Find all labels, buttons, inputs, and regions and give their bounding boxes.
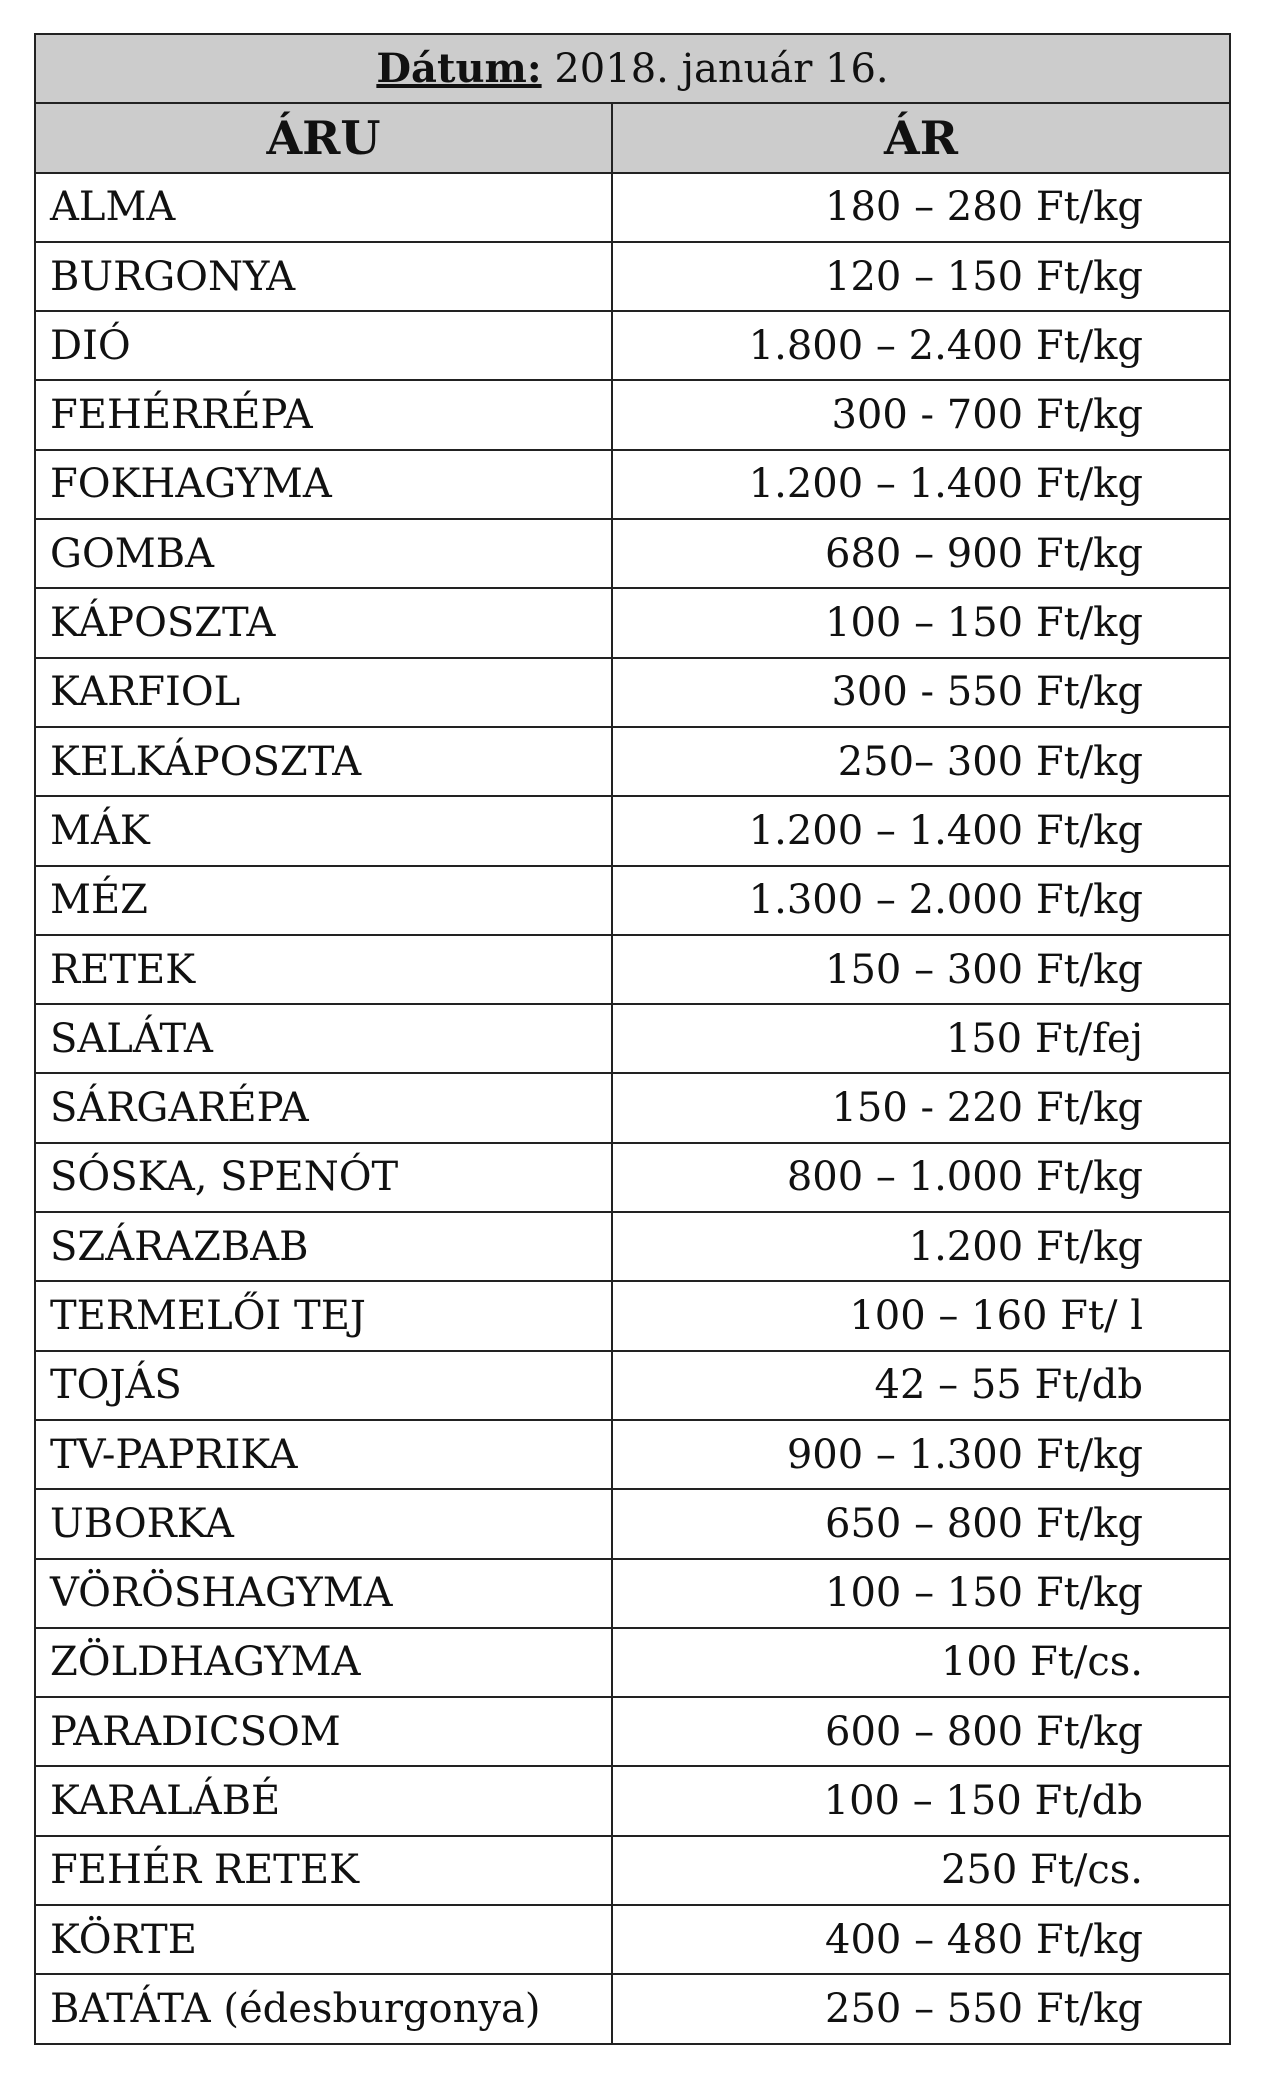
item-name-cell: ZÖLDHAGYMA bbox=[35, 1628, 612, 1697]
table-row bbox=[35, 1143, 1230, 1212]
table-row bbox=[35, 727, 1230, 796]
price-cell: 400 – 480 Ft/kg bbox=[612, 1905, 1230, 1974]
item-name-cell: SALÁTA bbox=[35, 1004, 612, 1073]
item-name-cell: SZÁRAZBAB bbox=[35, 1212, 612, 1281]
item-name-cell: TOJÁS bbox=[35, 1351, 612, 1420]
table-row bbox=[35, 1073, 1230, 1142]
table-row bbox=[35, 519, 1230, 588]
item-name-cell: DIÓ bbox=[35, 311, 612, 380]
table-row bbox=[35, 1559, 1230, 1628]
price-cell: 1.200 – 1.400 Ft/kg bbox=[612, 450, 1230, 519]
price-cell: 100 – 150 Ft/kg bbox=[612, 1559, 1230, 1628]
table-row bbox=[35, 1212, 1230, 1281]
item-name-cell: ALMA bbox=[35, 173, 612, 242]
item-name-cell: KÖRTE bbox=[35, 1905, 612, 1974]
table-row bbox=[35, 1004, 1230, 1073]
table-row bbox=[35, 935, 1230, 1004]
table-row bbox=[35, 1766, 1230, 1835]
item-name-cell: FEHÉRRÉPA bbox=[35, 380, 612, 449]
table-row bbox=[35, 658, 1230, 727]
price-cell: 150 – 300 Ft/kg bbox=[612, 935, 1230, 1004]
item-name-cell: UBORKA bbox=[35, 1489, 612, 1558]
table-row bbox=[35, 311, 1230, 380]
item-name-cell: BATÁTA (édesburgonya) bbox=[35, 1974, 612, 2043]
item-name-cell: TERMELŐI TEJ bbox=[35, 1281, 612, 1350]
header-row bbox=[35, 103, 1230, 172]
price-cell: 150 Ft/fej bbox=[612, 1004, 1230, 1073]
price-cell: 900 – 1.300 Ft/kg bbox=[612, 1420, 1230, 1489]
price-cell: 100 – 160 Ft/ l bbox=[612, 1281, 1230, 1350]
date-label: Dátum: bbox=[376, 45, 542, 93]
item-name-cell: BURGONYA bbox=[35, 242, 612, 311]
table-row bbox=[35, 1420, 1230, 1489]
price-cell: 650 – 800 Ft/kg bbox=[612, 1489, 1230, 1558]
table-row bbox=[35, 1836, 1230, 1905]
price-cell: 600 – 800 Ft/kg bbox=[612, 1697, 1230, 1766]
table-row bbox=[35, 173, 1230, 242]
table-row bbox=[35, 1628, 1230, 1697]
price-cell: 180 – 280 Ft/kg bbox=[612, 173, 1230, 242]
item-name-cell: SÁRGARÉPA bbox=[35, 1073, 612, 1142]
price-cell: 300 - 700 Ft/kg bbox=[612, 380, 1230, 449]
price-cell: 150 - 220 Ft/kg bbox=[612, 1073, 1230, 1142]
price-cell: 680 – 900 Ft/kg bbox=[612, 519, 1230, 588]
item-name-cell: GOMBA bbox=[35, 519, 612, 588]
price-cell: 42 – 55 Ft/db bbox=[612, 1351, 1230, 1420]
item-name-cell: KÁPOSZTA bbox=[35, 588, 612, 657]
price-cell: 120 – 150 Ft/kg bbox=[612, 242, 1230, 311]
table-row bbox=[35, 1974, 1230, 2043]
table-row bbox=[35, 1905, 1230, 1974]
price-cell: 1.200 Ft/kg bbox=[612, 1212, 1230, 1281]
date-value: 2018. január 16. bbox=[554, 46, 889, 93]
table-row bbox=[35, 450, 1230, 519]
item-name-cell: TV-PAPRIKA bbox=[35, 1420, 612, 1489]
item-name-cell: KARALÁBÉ bbox=[35, 1766, 612, 1835]
table-row bbox=[35, 380, 1230, 449]
table-row bbox=[35, 796, 1230, 865]
price-cell: 800 – 1.000 Ft/kg bbox=[612, 1143, 1230, 1212]
price-cell: 100 – 150 Ft/db bbox=[612, 1766, 1230, 1835]
date-cell bbox=[35, 34, 1230, 103]
item-name-cell: RETEK bbox=[35, 935, 612, 1004]
price-cell: 250 – 550 Ft/kg bbox=[612, 1974, 1230, 2043]
item-name-cell: FOKHAGYMA bbox=[35, 450, 612, 519]
date-row bbox=[35, 34, 1230, 103]
price-cell: 100 – 150 Ft/kg bbox=[612, 588, 1230, 657]
table-row bbox=[35, 242, 1230, 311]
item-name-cell: KELKÁPOSZTA bbox=[35, 727, 612, 796]
price-cell: 250 Ft/cs. bbox=[612, 1836, 1230, 1905]
table-row bbox=[35, 866, 1230, 935]
item-name-cell: MÁK bbox=[35, 796, 612, 865]
item-name-cell: KARFIOL bbox=[35, 658, 612, 727]
price-cell: 1.800 – 2.400 Ft/kg bbox=[612, 311, 1230, 380]
price-cell: 250– 300 Ft/kg bbox=[612, 727, 1230, 796]
price-cell: 100 Ft/cs. bbox=[612, 1628, 1230, 1697]
item-name-cell: VÖRÖSHAGYMA bbox=[35, 1559, 612, 1628]
table-row bbox=[35, 588, 1230, 657]
price-cell: 300 - 550 Ft/kg bbox=[612, 658, 1230, 727]
table-body bbox=[35, 173, 1230, 2044]
price-table bbox=[34, 33, 1231, 2045]
item-name-cell: MÉZ bbox=[35, 866, 612, 935]
price-cell: 1.300 – 2.000 Ft/kg bbox=[612, 866, 1230, 935]
price-cell: 1.200 – 1.400 Ft/kg bbox=[612, 796, 1230, 865]
table-row bbox=[35, 1281, 1230, 1350]
item-column-header: ÁRU bbox=[35, 103, 612, 172]
table-row bbox=[35, 1697, 1230, 1766]
table-row bbox=[35, 1489, 1230, 1558]
price-column-header: ÁR bbox=[612, 103, 1230, 172]
item-name-cell: SÓSKA, SPENÓT bbox=[35, 1143, 612, 1212]
item-name-cell: FEHÉR RETEK bbox=[35, 1836, 612, 1905]
item-name-cell: PARADICSOM bbox=[35, 1697, 612, 1766]
table-row bbox=[35, 1351, 1230, 1420]
